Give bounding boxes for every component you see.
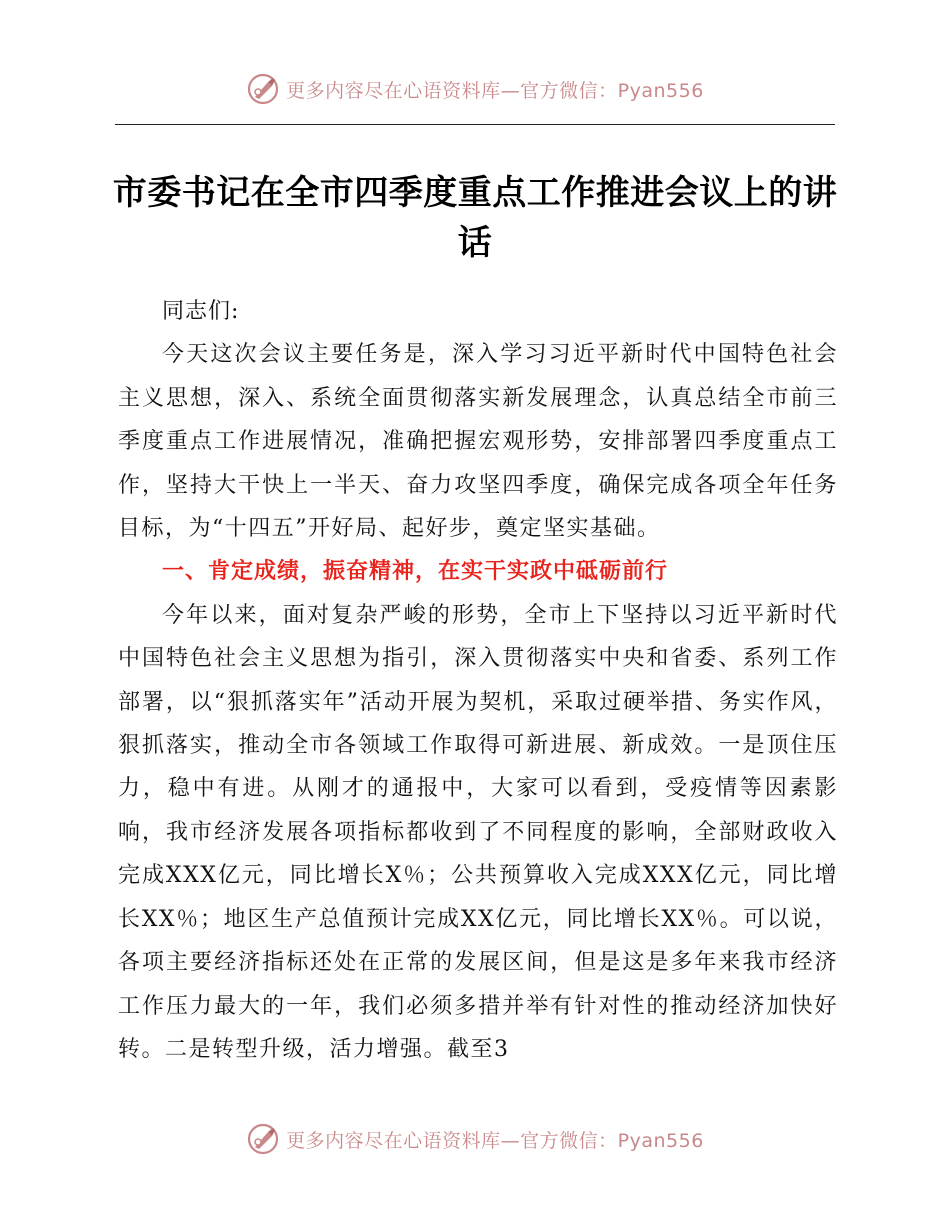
header-watermark bbox=[0, 72, 950, 106]
header-divider bbox=[115, 124, 835, 125]
document-body bbox=[118, 290, 838, 1071]
watermark-text: 更多内容尽在心语资料库—官方微信：Pyan556 bbox=[286, 1129, 704, 1152]
section-paragraph: 今年以来，面对复杂严峻的形势，全市上下坚持以习近平新时代中国特色社会主义思想为指引，深入贯彻落实中央和省委、系列工作部署，以“狠抓落实年”活动开展为契机，采取过硬举措、务实作风，狠抓落实，推动全市各领域工作取得可新进展、新成效。一是顶住压力，稳中有进。从刚才的通报中，大家可以看到，受疫情等因素影响，我市经济发展各项指标都收到了不同程度的影响，全部财政收入完成XXX亿元，同比增长X％；公共预算收入完成XXX亿元，同比增长XX％；地区生产总值预计完成XX亿元，同比增长XX％。可以说，各项主要经济指标还处在正常的发展区间，但是这是多年来我市经济工作压力最大的一年，我们必须多措并举有针对性的推动经济加快好转。二是转型升级，活力增强。截至3 bbox=[118, 602, 838, 1062]
pen-nib-logo-icon bbox=[246, 1122, 280, 1156]
document-title: 市委书记在全市四季度重点工作推进会议上的讲话 bbox=[112, 173, 838, 263]
watermark-text: 更多内容尽在心语资料库—官方微信：Pyan556 bbox=[286, 79, 704, 102]
pen-nib-logo-icon bbox=[246, 72, 280, 106]
intro-paragraph: 今天这次会议主要任务是，深入学习习近平新时代中国特色社会主义思想，深入、系统全面贯彻落实新发展理念，认真总结全市前三季度重点工作进展情况，准确把握宏观形势，安排部署四季度重点工作，坚持大干快上一半天、奋力攻坚四季度，确保完成各项全年任务目标，为“十四五”开好局、起好步，奠定坚实基础。 bbox=[118, 342, 838, 542]
section-heading: 一、肯定成绩，振奋精神，在实干实政中砥砺前行 bbox=[162, 559, 669, 585]
greeting: 同志们: bbox=[162, 299, 240, 324]
footer-watermark bbox=[0, 1122, 950, 1156]
